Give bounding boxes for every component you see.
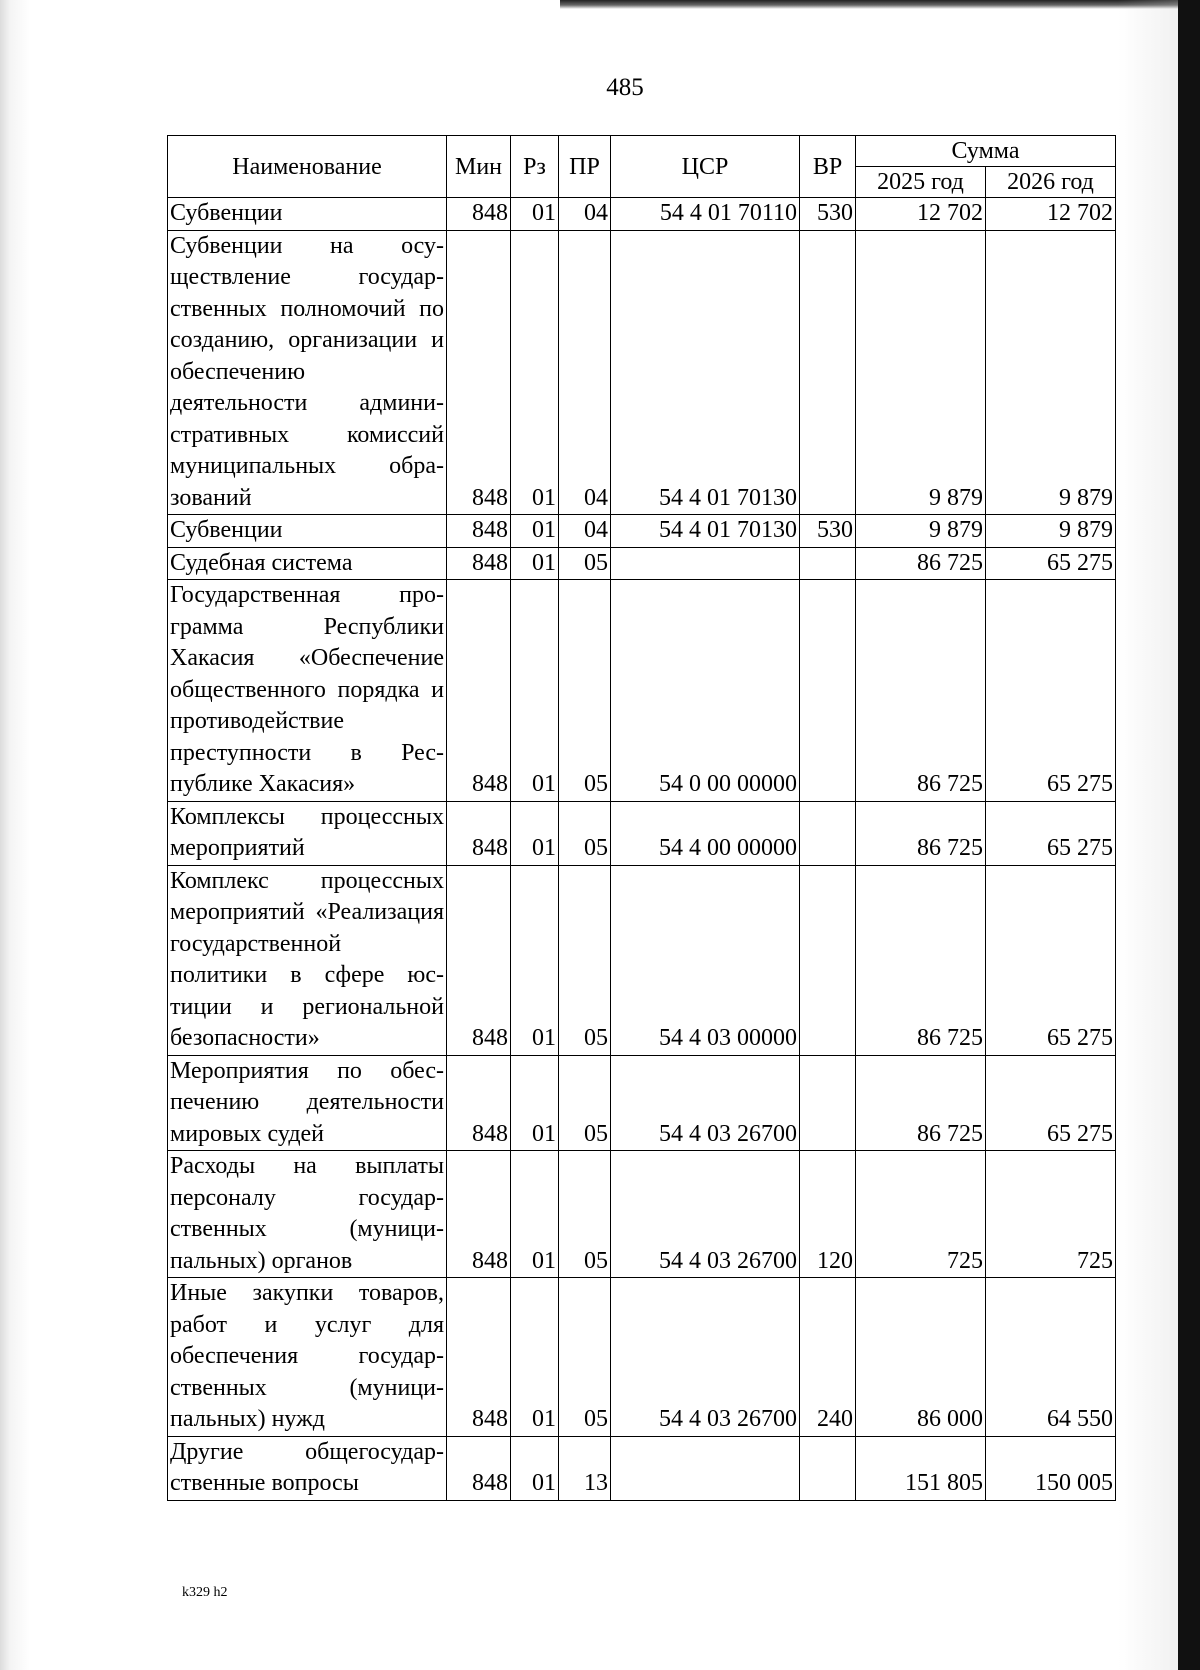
cell-y2025: 151 805 [856,1436,986,1500]
header-pr: ПР [559,136,611,198]
cell-rz: 01 [511,1151,559,1278]
cell-rz: 01 [511,1436,559,1500]
cell-vr [800,865,856,1055]
cell-y2025: 86 725 [856,547,986,580]
cell-name: Комплексы процессных мероприятий [168,801,447,865]
cell-csr: 54 4 03 00000 [611,865,800,1055]
cell-name: Субвенции [168,198,447,231]
cell-csr [611,1436,800,1500]
cell-vr: 240 [800,1278,856,1437]
cell-name: Субвенции на осуществление государственных полномочий по созданию, организации и обеспечению деятельности административных комиссий муниципальных образований [168,230,447,515]
cell-min: 848 [447,547,511,580]
cell-y2026: 65 275 [986,801,1116,865]
cell-min: 848 [447,230,511,515]
footer-code: k329 h2 [182,1585,228,1600]
cell-name: Иные закупки товаров, работ и услуг для обеспечения государственных (муниципальных) нужд [168,1278,447,1437]
table-row [168,1278,1116,1437]
table-row [168,547,1116,580]
table-row [168,230,1116,515]
cell-name: Мероприятия по обеспечению деятельности мировых судей [168,1055,447,1151]
cell-vr [800,1055,856,1151]
cell-name: Государственная программа Республики Хакасия «Обеспечение общественного порядка и противодействие преступности в Республике Хакасия» [168,580,447,802]
cell-min: 848 [447,198,511,231]
cell-min: 848 [447,865,511,1055]
cell-y2026: 65 275 [986,547,1116,580]
cell-pr: 05 [559,580,611,802]
cell-y2026: 65 275 [986,1055,1116,1151]
cell-name: Комплекс процессных мероприятий «Реализация государственной политики в сфере юстиции и региональной безопасности» [168,865,447,1055]
cell-min: 848 [447,1055,511,1151]
cell-csr: 54 4 01 70130 [611,230,800,515]
cell-y2025: 12 702 [856,198,986,231]
cell-name: Субвенции [168,515,447,548]
header-sum: Сумма [856,136,1116,167]
cell-y2025: 9 879 [856,515,986,548]
cell-y2026: 725 [986,1151,1116,1278]
cell-y2025: 9 879 [856,230,986,515]
cell-rz: 01 [511,865,559,1055]
cell-vr: 530 [800,515,856,548]
cell-vr [800,230,856,515]
cell-vr: 120 [800,1151,856,1278]
cell-pr: 05 [559,865,611,1055]
cell-y2025: 86 725 [856,580,986,802]
cell-min: 848 [447,515,511,548]
cell-csr: 54 4 01 70110 [611,198,800,231]
cell-csr: 54 4 01 70130 [611,515,800,548]
scan-edge-left [0,0,32,1670]
header-year-2025: 2025 год [856,167,986,198]
cell-y2025: 86 000 [856,1278,986,1437]
cell-min: 848 [447,801,511,865]
cell-y2025: 725 [856,1151,986,1278]
header-rz: Рз [511,136,559,198]
cell-name: Расходы на выплаты персоналу государственных (муниципальных) органов [168,1151,447,1278]
cell-rz: 01 [511,547,559,580]
cell-pr: 05 [559,1278,611,1437]
cell-csr: 54 4 03 26700 [611,1055,800,1151]
cell-y2026: 12 702 [986,198,1116,231]
table-row [168,515,1116,548]
header-min: Мин [447,136,511,198]
cell-y2026: 65 275 [986,865,1116,1055]
table-row [168,580,1116,802]
cell-y2025: 86 725 [856,865,986,1055]
cell-name: Судебная система [168,547,447,580]
cell-rz: 01 [511,580,559,802]
cell-pr: 05 [559,547,611,580]
cell-min: 848 [447,1278,511,1437]
cell-rz: 01 [511,1278,559,1437]
cell-vr [800,1436,856,1500]
table-row [168,865,1116,1055]
scan-shadow-right [1118,0,1178,1670]
cell-y2026: 64 550 [986,1278,1116,1437]
cell-y2026: 65 275 [986,580,1116,802]
cell-y2025: 86 725 [856,801,986,865]
cell-y2026: 9 879 [986,515,1116,548]
cell-rz: 01 [511,801,559,865]
header-name: Наименование [168,136,447,198]
cell-csr: 54 4 03 26700 [611,1278,800,1437]
cell-vr [800,547,856,580]
cell-pr: 05 [559,1151,611,1278]
cell-vr [800,801,856,865]
cell-min: 848 [447,580,511,802]
cell-rz: 01 [511,515,559,548]
cell-rz: 01 [511,230,559,515]
cell-y2026: 150 005 [986,1436,1116,1500]
cell-pr: 04 [559,515,611,548]
cell-y2026: 9 879 [986,230,1116,515]
cell-csr: 54 0 00 00000 [611,580,800,802]
header-vr: ВР [800,136,856,198]
table-row [168,1436,1116,1500]
cell-pr: 13 [559,1436,611,1500]
cell-csr: 54 4 03 26700 [611,1151,800,1278]
scan-edge-right [1178,0,1200,1670]
page-number: 485 [606,74,644,101]
cell-name: Другие общегосударственные вопросы [168,1436,447,1500]
table-body [168,198,1116,1501]
cell-y2025: 86 725 [856,1055,986,1151]
header-csr: ЦСР [611,136,800,198]
table-row [168,801,1116,865]
cell-csr: 54 4 00 00000 [611,801,800,865]
budget-table [167,135,1116,1501]
cell-vr [800,580,856,802]
table-row [168,1151,1116,1278]
cell-pr: 04 [559,230,611,515]
scan-edge-top [560,0,1200,9]
cell-rz: 01 [511,198,559,231]
table-row [168,1055,1116,1151]
header-year-2026: 2026 год [986,167,1116,198]
cell-vr: 530 [800,198,856,231]
cell-min: 848 [447,1151,511,1278]
cell-min: 848 [447,1436,511,1500]
cell-csr [611,547,800,580]
cell-pr: 05 [559,801,611,865]
cell-rz: 01 [511,1055,559,1151]
cell-pr: 04 [559,198,611,231]
table-row [168,198,1116,231]
cell-pr: 05 [559,1055,611,1151]
